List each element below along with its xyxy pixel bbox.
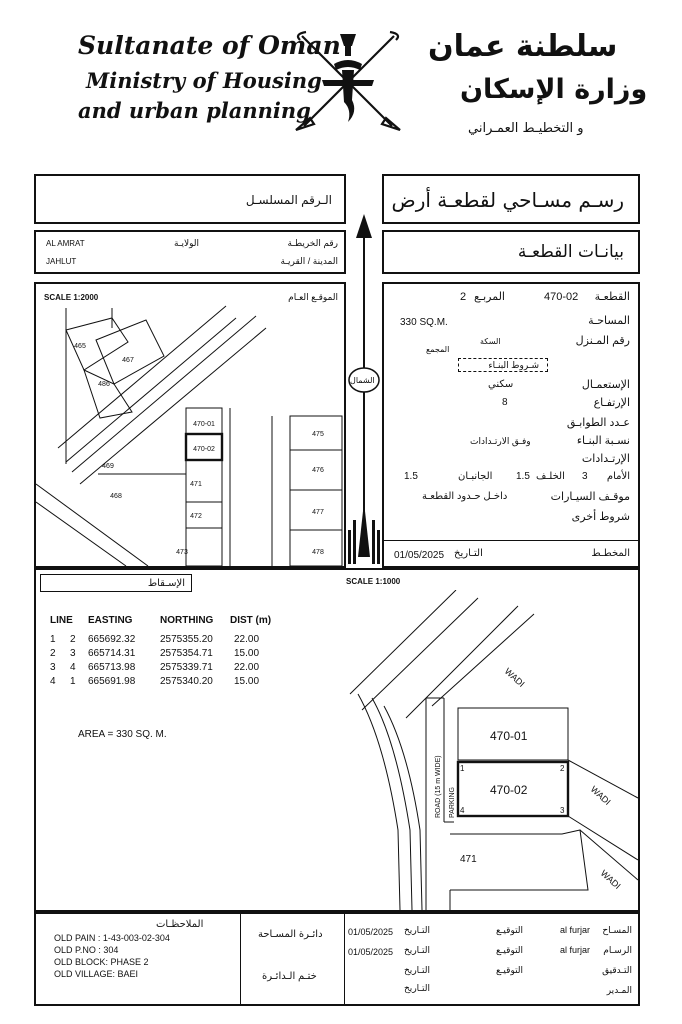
location-info-box: [34, 230, 346, 274]
oman-emblem-icon: [292, 26, 404, 138]
signoff-date: 01/05/2025: [348, 927, 394, 937]
sikka-label: السكة: [480, 337, 501, 346]
note-line: OLD BLOCK: PHASE 2: [54, 957, 149, 967]
map-plot-470-01: 470-01: [490, 729, 528, 743]
loc-plot-label: 467: [122, 357, 134, 364]
signoff-role: التـدقيق: [602, 965, 632, 975]
area-label: المساحـة: [588, 315, 630, 327]
map-plot-471: 471: [460, 854, 477, 865]
loc-plot-label: 486: [98, 381, 110, 388]
map-number-label: رقم الخريطـة: [287, 238, 338, 248]
loc-plot-label: 470-01: [193, 421, 215, 428]
location-map-scale: SCALE 1:2000: [44, 293, 99, 302]
row-northing: 2575354.71: [160, 648, 213, 659]
use-value: سكني: [488, 379, 514, 390]
title-en-line3: and urban planning: [78, 98, 311, 123]
signoff-date-label: التـاريخ: [404, 965, 430, 975]
title-ar-line1: سلطنة عمان: [428, 29, 618, 64]
building-conditions-header: [458, 358, 548, 372]
row-easting: 665713.98: [88, 662, 136, 673]
loc-plot-label: 478: [312, 549, 324, 556]
complex-label: المجمع: [426, 345, 450, 354]
building-conditions-title: شـروط البنـاء: [488, 360, 539, 370]
corner-point-1: 1: [460, 764, 465, 773]
building-ratio-value: وفـق الارتـدادات: [470, 436, 531, 446]
sides-label: الجانبـان: [458, 471, 493, 482]
location-map-title: الموقـع العـام: [288, 292, 338, 302]
col-header-northing: NORTHING: [160, 615, 214, 626]
col-header-line: LINE: [50, 615, 73, 626]
front-value: 3: [582, 471, 588, 482]
city-label: المدينة / القريـة: [280, 256, 338, 266]
serial-number-box: [34, 174, 346, 224]
notes-title: الملاحظـات: [156, 919, 204, 930]
row-to: 3: [70, 648, 76, 659]
signoff-role: المـدير: [606, 985, 632, 995]
projection-title-box: [40, 574, 192, 592]
road-label: ROAD (15 m WIDE): [435, 755, 442, 818]
corner-point-3: 3: [560, 806, 565, 815]
row-dist: 22.00: [234, 662, 260, 673]
doc-title-box: [382, 174, 640, 224]
row-from: 3: [50, 662, 56, 673]
sides-value: 1.5: [404, 471, 418, 482]
corner-point-4: 4: [460, 806, 465, 815]
footer-divider-1: [240, 914, 241, 1004]
plot-data-box: [382, 282, 640, 568]
loc-plot-label: 475: [312, 431, 324, 438]
loc-plot-label: 471: [190, 481, 202, 488]
loc-plot-label: 473: [176, 549, 188, 556]
row-from: 1: [50, 634, 56, 645]
projection-box: [34, 568, 640, 912]
loc-plot-label: 476: [312, 467, 324, 474]
plot-section-title: بيانـات القطعـة: [517, 242, 624, 262]
building-ratio-label: نسـبة البنـاء: [576, 435, 630, 447]
area-value: 330 SQ.M.: [400, 317, 448, 328]
location-map-box: [34, 282, 346, 568]
row-from: 2: [50, 648, 56, 659]
loc-plot-label: 470-02: [193, 446, 215, 453]
projection-title: الإسـقاط: [147, 578, 185, 589]
dept-stamp-label: ختـم الـدائـرة: [262, 971, 317, 982]
title-en-line1: Sultanate of Oman: [78, 31, 341, 60]
map-plot-470-02: 470-02: [490, 783, 528, 797]
floors-label: عـدد الطوابـق: [566, 417, 630, 429]
corner-point-2: 2: [560, 764, 565, 773]
col-header-dist: DIST (m): [230, 615, 272, 626]
back-value: 1.5: [516, 471, 530, 482]
plot-value: 470-02: [544, 291, 579, 303]
signoff-sign-label: التوقيـع: [496, 965, 524, 975]
wadi-label: WADI: [502, 666, 527, 689]
north-label: الشمال: [350, 376, 375, 385]
wilaya-label: الولايـة: [174, 238, 199, 248]
row-dist: 15.00: [234, 676, 260, 687]
row-to: 1: [70, 676, 76, 687]
plot-section-title-box: [382, 230, 640, 274]
front-label: الأمام: [606, 471, 630, 482]
signoff-role: المسـاح: [602, 925, 632, 935]
serial-number-label: الـرقم المسلسـل: [245, 193, 332, 207]
planner-divider: [384, 540, 638, 541]
row-easting: 665714.31: [88, 648, 136, 659]
house-number-label: رقم المـنزل: [575, 335, 630, 347]
use-label: الإستعمـال: [581, 379, 630, 391]
parking-label: موقـف السيـارات: [550, 491, 630, 503]
signoff-name: al furjar: [560, 925, 591, 935]
other-conditions-label: شروط أخرى: [571, 511, 630, 523]
setbacks-label: الإرتـدادات: [581, 453, 630, 465]
area-total: AREA = 330 SQ. M.: [78, 729, 167, 740]
loc-plot-label: 468: [110, 493, 122, 500]
signoff-role: الرسـام: [603, 945, 632, 955]
height-label: الإرتفـاع: [593, 397, 630, 409]
signoff-date: 01/05/2025: [348, 947, 394, 957]
footer-box: [34, 912, 640, 1006]
row-northing: 2575339.71: [160, 662, 213, 673]
wilaya-value: AL AMRAT: [46, 239, 85, 248]
planner-label: المخطـط: [591, 548, 630, 559]
doc-title: رسـم مسـاحي لقطعـة أرض: [391, 188, 624, 212]
signoff-sign-label: التوقيـع: [496, 945, 524, 955]
footer-divider-2: [344, 914, 345, 1004]
signoff-name: al furjar: [560, 945, 591, 955]
note-line: OLD PAIN : 1-43-003-02-304: [54, 933, 170, 943]
height-value: 8: [502, 397, 508, 408]
title-en-line2: Ministry of Housing: [86, 68, 322, 93]
loc-plot-label: 469: [102, 463, 114, 470]
plot-label: القطعـة: [594, 291, 630, 303]
square-value: 2: [460, 291, 467, 303]
city-value: JAHLUT: [46, 257, 77, 266]
square-label: المربـع: [474, 291, 505, 303]
row-easting: 665691.98: [88, 676, 136, 687]
row-northing: 2575340.20: [160, 676, 213, 687]
date-value: 01/05/2025: [394, 550, 445, 561]
parking-map-label: PARKING: [449, 787, 456, 818]
location-map-drawing: [36, 284, 344, 566]
signoff-date-label: التـاريخ: [404, 925, 430, 935]
parking-value: داخـل حـدود القطعـة: [422, 491, 508, 502]
row-dist: 15.00: [234, 648, 260, 659]
projection-scale: SCALE 1:1000: [346, 577, 401, 586]
loc-plot-label: 477: [312, 509, 324, 516]
row-easting: 665692.32: [88, 634, 136, 645]
note-line: OLD P.NO : 304: [54, 945, 119, 955]
row-to: 4: [70, 662, 76, 673]
title-ar-line3: و التخطيـط العمـراني: [468, 121, 584, 136]
loc-plot-label: 465: [74, 343, 86, 350]
date-label: التـاريخ: [454, 548, 483, 559]
loc-plot-label: 472: [190, 513, 202, 520]
row-northing: 2575355.20: [160, 634, 213, 645]
back-label: الخلـف: [536, 471, 565, 482]
survey-dept-label: دائـرة المسـاحة: [258, 929, 323, 940]
north-arrow-icon: [344, 212, 384, 570]
row-dist: 22.00: [234, 634, 260, 645]
signoff-date-label: التـاريخ: [404, 983, 430, 993]
signoff-date-label: التـاريخ: [404, 945, 430, 955]
wadi-label: WADI: [598, 868, 623, 891]
title-ar-line2: وزارة الإسكان: [460, 74, 648, 105]
row-to: 2: [70, 634, 76, 645]
wadi-label: WADI: [588, 784, 613, 807]
note-line: OLD VILLAGE: BAEI: [54, 969, 139, 979]
signoff-sign-label: التوقيـع: [496, 925, 524, 935]
projection-map-drawing: [336, 590, 638, 910]
col-header-easting: EASTING: [88, 615, 133, 626]
row-from: 4: [50, 676, 56, 687]
